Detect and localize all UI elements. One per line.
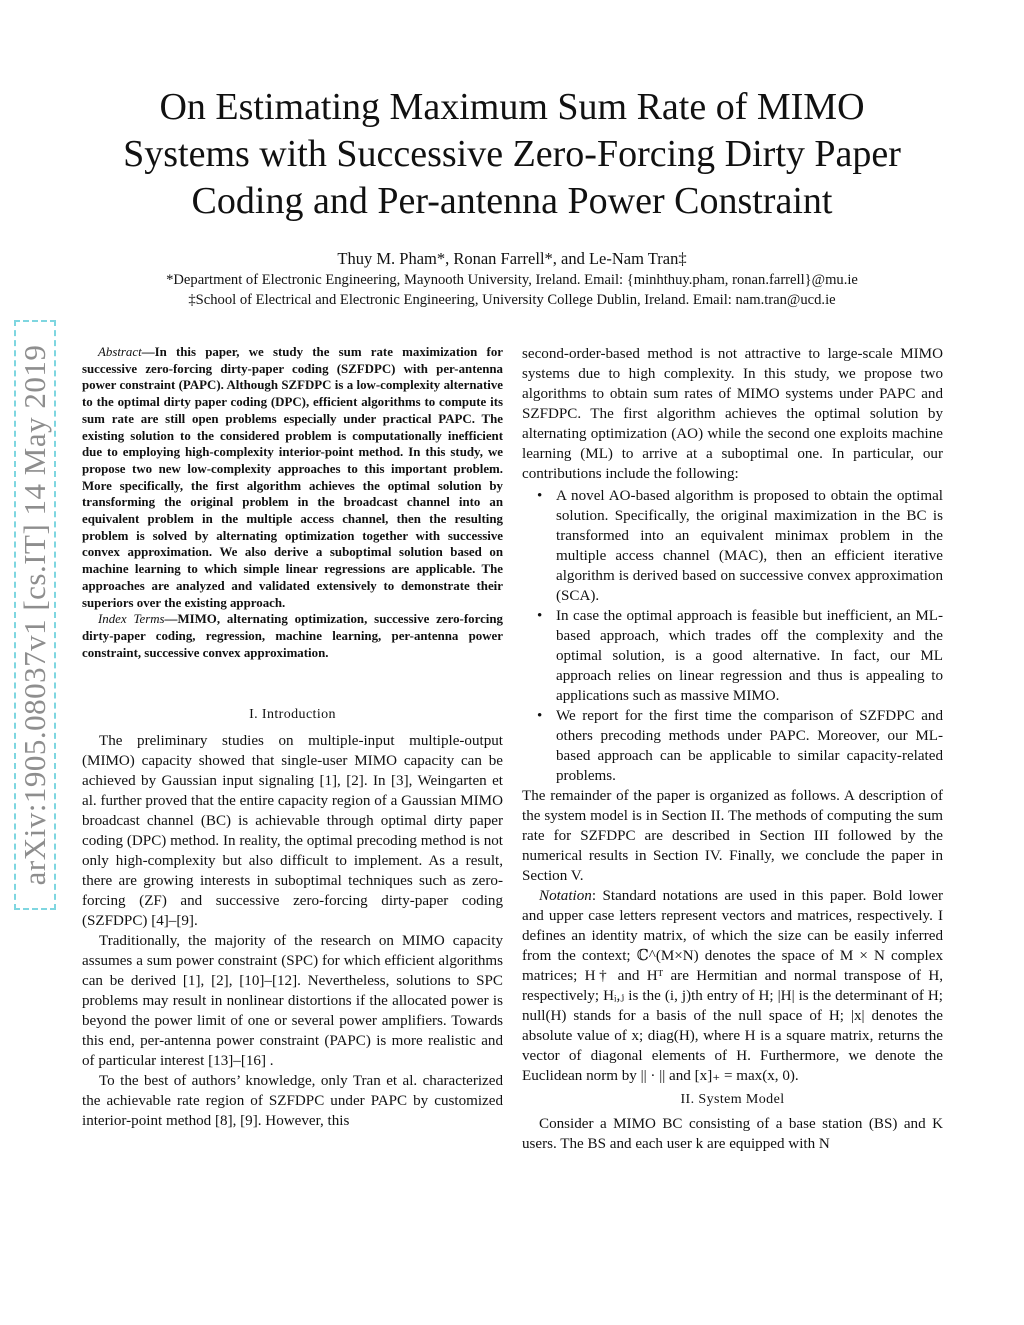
paper-title: [70, 84, 954, 225]
title-line: Systems with Successive Zero-Forcing Dirty Paper: [123, 133, 901, 175]
section-heading-system-model: II. System Model: [680, 1092, 785, 1107]
arxiv-stamp: [14, 320, 56, 910]
affiliation-1: *Department of Electronic Engineering, Maynooth University, Ireland. Email: {minhthuy.pham, ronan.farrell}@mu.ie: [166, 272, 858, 288]
index-terms-text: —MIMO, alternating optimization, successive zero-forcing dirty-paper coding, regression, machine learning, per-antenna power constraint, successive convex approximation.: [82, 612, 503, 660]
contribution-item: • We report for the first time the comparison of SZFDPC and others precoding methods under PAPC. Moreover, our ML-based approach can be applicable to similar capacity-related problems.: [556, 706, 943, 786]
right-column: [522, 344, 943, 1154]
author-list: Thuy M. Pham*, Ronan Farrell*, and Le-Nam Tran‡: [337, 249, 687, 268]
abstract: [82, 344, 503, 661]
section-heading-introduction: I. Introduction: [249, 707, 336, 723]
notation-text: : Standard notations are used in this paper. Bold lower and upper case letters represent vectors and matrices, respectively. I defines an identity matrix, of which the size can be easily inferred from the context; ℂ^(M×N) denotes the space of M × N complex matrices; H† and Hᵀ are Hermitian and normal transpose of H, respectively; Hᵢ,ⱼ is the (i, j)th entry of H; |H| is the determinant of H; null(H) stands for a basis of the null space of H; |x| denotes the absolute value of x; diag(H), where H is a square matrix, returns the vector of diagonal elements of H. Furthermore, we denote the Euclidean norm by || · || and [x]₊ = max(x, 0).: [522, 888, 943, 1084]
intro-paragraph-1: The preliminary studies on multiple-input multiple-output (MIMO) capacity showed that single-user MIMO capacity can be achieved by Gaussian input signaling [1], [2]. In [3], Weingarten et al. further proved that the entire capacity region of a Gaussian MIMO broadcast channel (BC) is achievable through optimal dirty paper coding (DPC) method. In reality, the optimal precoding method is not only high-complexity but also difficult to implement. As a result, there are growing interests in suboptimal techniques such as zero-forcing (ZF) and successive zero-forcing dirty-paper coding (SZFDPC) [4]–[9].: [82, 733, 503, 930]
title-line: On Estimating Maximum Sum Rate of MIMO: [159, 86, 865, 128]
organization-paragraph: The remainder of the paper is organized as follows. A description of the system model is in Section II. The methods of computing the sum rate for SZFDPC are described in Section III followed by the numerical results in Section IV. Finally, we conclude the paper in Section V.: [522, 788, 943, 884]
intro-paragraph-continued: second-order-based method is not attractive to large-scale MIMO systems due to high complexity. In this study, we propose two algorithms to obtain sum rates of MIMO systems under PAPC and SZFDPC. The first algorithm achieves the optimal solution by alternating optimization (AO) while the second one exploits machine learning (ML) to arrive at a suboptimal one. In particular, our contributions include the following:: [522, 346, 943, 482]
left-column: [82, 344, 503, 1131]
contributions-list: [522, 486, 943, 786]
system-model-paragraph: Consider a MIMO BC consisting of a base station (BS) and K users. The BS and each user k are equipped with N: [522, 1116, 943, 1152]
abstract-label: Abstract: [98, 345, 142, 359]
notation-label: Notation: [539, 888, 592, 904]
index-terms-label: Index Terms: [98, 612, 165, 627]
affiliation-2: ‡School of Electrical and Electronic Engineering, University College Dublin, Ireland. Email: nam.tran@ucd.ie: [188, 292, 836, 308]
contribution-item: • A novel AO-based algorithm is proposed to obtain the optimal solution. Specifically, the original maximization in the BC is transformed into an equivalent minimax problem in the multiple access channel (MAC), then an efficient iterative algorithm is derived based on successive convex approximation (SCA).: [556, 486, 943, 606]
intro-paragraph-3: To the best of authors’ knowledge, only Tran et al. characterized the achievable rate region of SZFDPC under PAPC by customized interior-point method [8], [9]. However, this: [82, 1073, 503, 1130]
notation-paragraph: [522, 886, 943, 1086]
title-line: Coding and Per-antenna Power Constraint: [191, 180, 833, 222]
contribution-item: • In case the optimal approach is feasible but inefficient, an ML-based approach, which trades off the complexity and the optimal solution, is a good alternative. In fact, our ML approach relies on linear regression and thus is appealing to applications such as massive MIMO.: [556, 606, 943, 706]
intro-paragraph-2: Traditionally, the majority of the research on MIMO capacity assumes a sum power constraint (SPC) for which efficient algorithms can be derived [1], [2], [10]–[12]. Nevertheless, solutions to SPC problems may result in nonlinear distortions if the allocated power is beyond the power limit of one or several power amplifiers. Towards this end, per-antenna power constraint (PAPC) is more realistic and of particular interest [13]–[16] .: [82, 933, 503, 1070]
arxiv-id: arXiv:1905.08037v1 [cs.IT] 14 May 2019: [17, 344, 52, 886]
abstract-text: —In this paper, we study the sum rate maximization for successive zero-forcing dirty-paper coding (SZFDPC) with per-antenna power constraint (PAPC). Although SZFDPC is a low-complexity alternative to the optimal dirty paper coding (DPC), efficient algorithms to compute its sum rate are still open problems especially under practical PAPC. The existing solution to the considered problem is computationally inefficient due to employing high-complexity interior-point method. In this study, we propose two new low-complexity approaches to this important problem. More specifically, the first algorithm achieves the optimal solution by transforming the original problem in the broadcast channel into an equivalent problem in the multiple access channel, then the resulting problem is solved by alternating optimization together with successive convex approximation. We also derive a suboptimal solution based on machine learning to which simple linear regressions are applicable. The approaches are analyzed and validated extensively to demonstrate their superiors over the existing approach.: [82, 345, 503, 610]
